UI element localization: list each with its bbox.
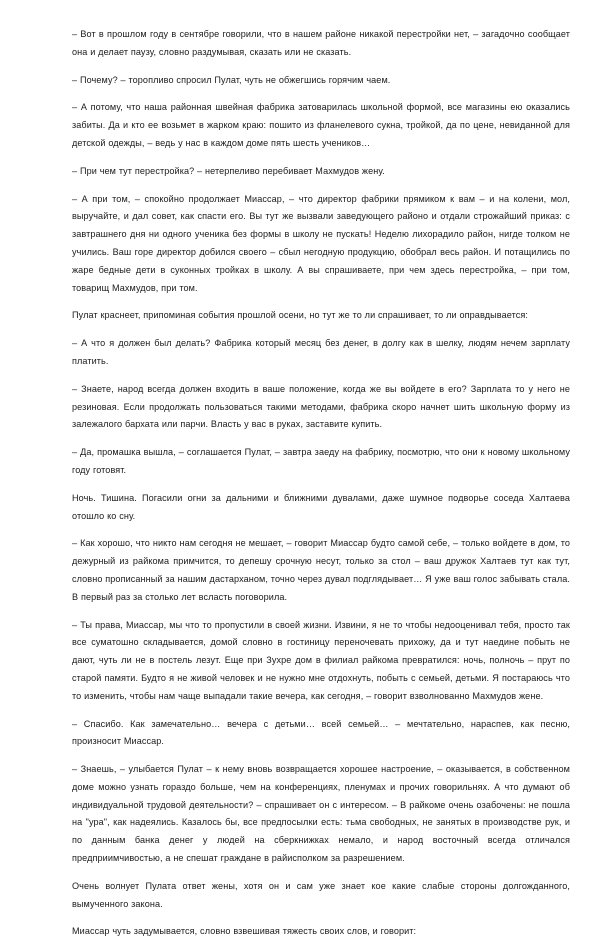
paragraph: – При чем тут перестройка? – нетерпеливо перебивает Махмудов жену.: [72, 165, 385, 176]
paragraph: – Спасибо. Как замечательно… вечера с детьми… всей семьей… – мечтательно, нараспев, как песню, произносит Миассар.: [72, 718, 570, 747]
paragraph: – Вот в прошлом году в сентябре говорили, что в нашем районе никакой перестройки нет, – загадочно сообщает она и делает паузу, словно раздумывая, сказать или не сказать.: [72, 29, 570, 57]
paragraph: – А при том, – спокойно продолжает Миассар, – что директор фабрики прямиком к вам – и на колени, мол, выручайте, и дал совет, как спасти его. Вы тут же вызвали заведующего районо и отдали строжайший приказ: с завтрашнего дня ни одного ученика без формы в школу не пускать! Неделю лихорадило район, нигде толком не учились. Ваш горе директор добился своего – сбыл негодную продукцию, обобрал весь район. И потащились по жаре бедные дети в суконных тройках в школу. А вы спрашиваете, при чем здесь перестройка, – при том, товарищ Махмудов, при том.: [72, 193, 570, 293]
paragraph: – Да, промашка вышла, – соглашается Пулат, – завтра заеду на фабрику, посмотрю, что они к новому школьному году готовят.: [72, 447, 570, 475]
paragraph: Очень волнует Пулата ответ жены, хотя он и сам уже знает кое какие слабые стороны долгожданного, вымученного закона.: [72, 880, 570, 909]
paragraph: – А что я должен был делать? Фабрика который месяц без денег, в долгу как в шелку, людям нечем зарплату платить.: [72, 338, 570, 366]
paragraph: – А потому, что наша районная швейная фабрика затоварилась школьной формой, все магазины ею оказались забиты. Да и кто ее возьмет в жарком краю: пошито из фланелевого сукна, тройкой, да по цене, невиданной для детской одежды, – ведь у нас в каждом доме пять шесть учеников…: [72, 102, 570, 148]
paragraph: Миассар чуть задумывается, словно взвешивая тяжесть своих слов, и говорит:: [72, 926, 417, 937]
paragraph: – Знаешь, – улыбается Пулат – к нему вновь возвращается хорошее настроение, – оказывается, в собственном доме можно узнать гораздо больше, чем на конференциях, пленумах и прочих говорильнях. А что думают об индивидуальной трудовой деятельности? – спрашивает он с интересом. – В райкоме очень озабочены: не пошла на "ура", как надеялись. Казалось бы, все предпосылки есть: тьма свободных, не занятых в производстве рук, и по данным банка денег у людей на сберкнижках немало, и народ восточный всегда отличался предприимчивостью, а не спешат граждане в райисполком за разрешением.: [72, 764, 570, 864]
paragraph: Ночь. Тишина. Погасили огни за дальними и ближними дувалами, даже шумное подворье соседа Халтаева отошло ко сну.: [72, 492, 570, 521]
paragraph: Пулат краснеет, припоминая события прошлой осени, но тут же то ли спрашивает, то ли оправдывается:: [72, 310, 529, 321]
paragraph: – Почему? – торопливо спросил Пулат, чуть не обжегшись горячим чаем.: [72, 74, 391, 85]
paragraph: – Ты права, Миассар, мы что то пропустили в своей жизни. Извини, я не то чтобы недооценивал тебя, просто так все суматошно складывается, домой словно в гостиницу переночевать прихожу, да и тут наедине побыть не дают, чуть ли не в постель лезут. Еще при Зухре дом в филиал райкома превратился: ночь, полночь – прут по старой памяти. Будто я не живой человек и не нужно мне отдохнуть, побыть с семьей, детьми. Я постараюсь что то изменить, чтобы нам чаще выпадали такие вечера, как сегодня, – говорит взволнованно Махмудов жене.: [72, 619, 570, 701]
paragraph: – Как хорошо, что никто нам сегодня не мешает, – говорит Миассар будто самой себе, – только войдете в дом, то дежурный из райкома примчится, то депешу срочную несут, только за стол – ваш дружок Халтаев тут как тут, словно прописанный за нашим дастарханом, точно через дувал подглядывает… Я уже ваш голос забывать стала. В первый раз за столько лет всласть поговорила.: [72, 538, 570, 602]
paragraph: – Знаете, народ всегда должен входить в ваше положение, когда же вы войдете в его? Зарплата то у него не резиновая. Если продолжать пользоваться такими методами, фабрика скоро начнет шить школьную форму из залежалого бархата или парчи. Власть у вас в руках, заставите купить.: [72, 383, 570, 430]
document-body: [72, 26, 570, 941]
